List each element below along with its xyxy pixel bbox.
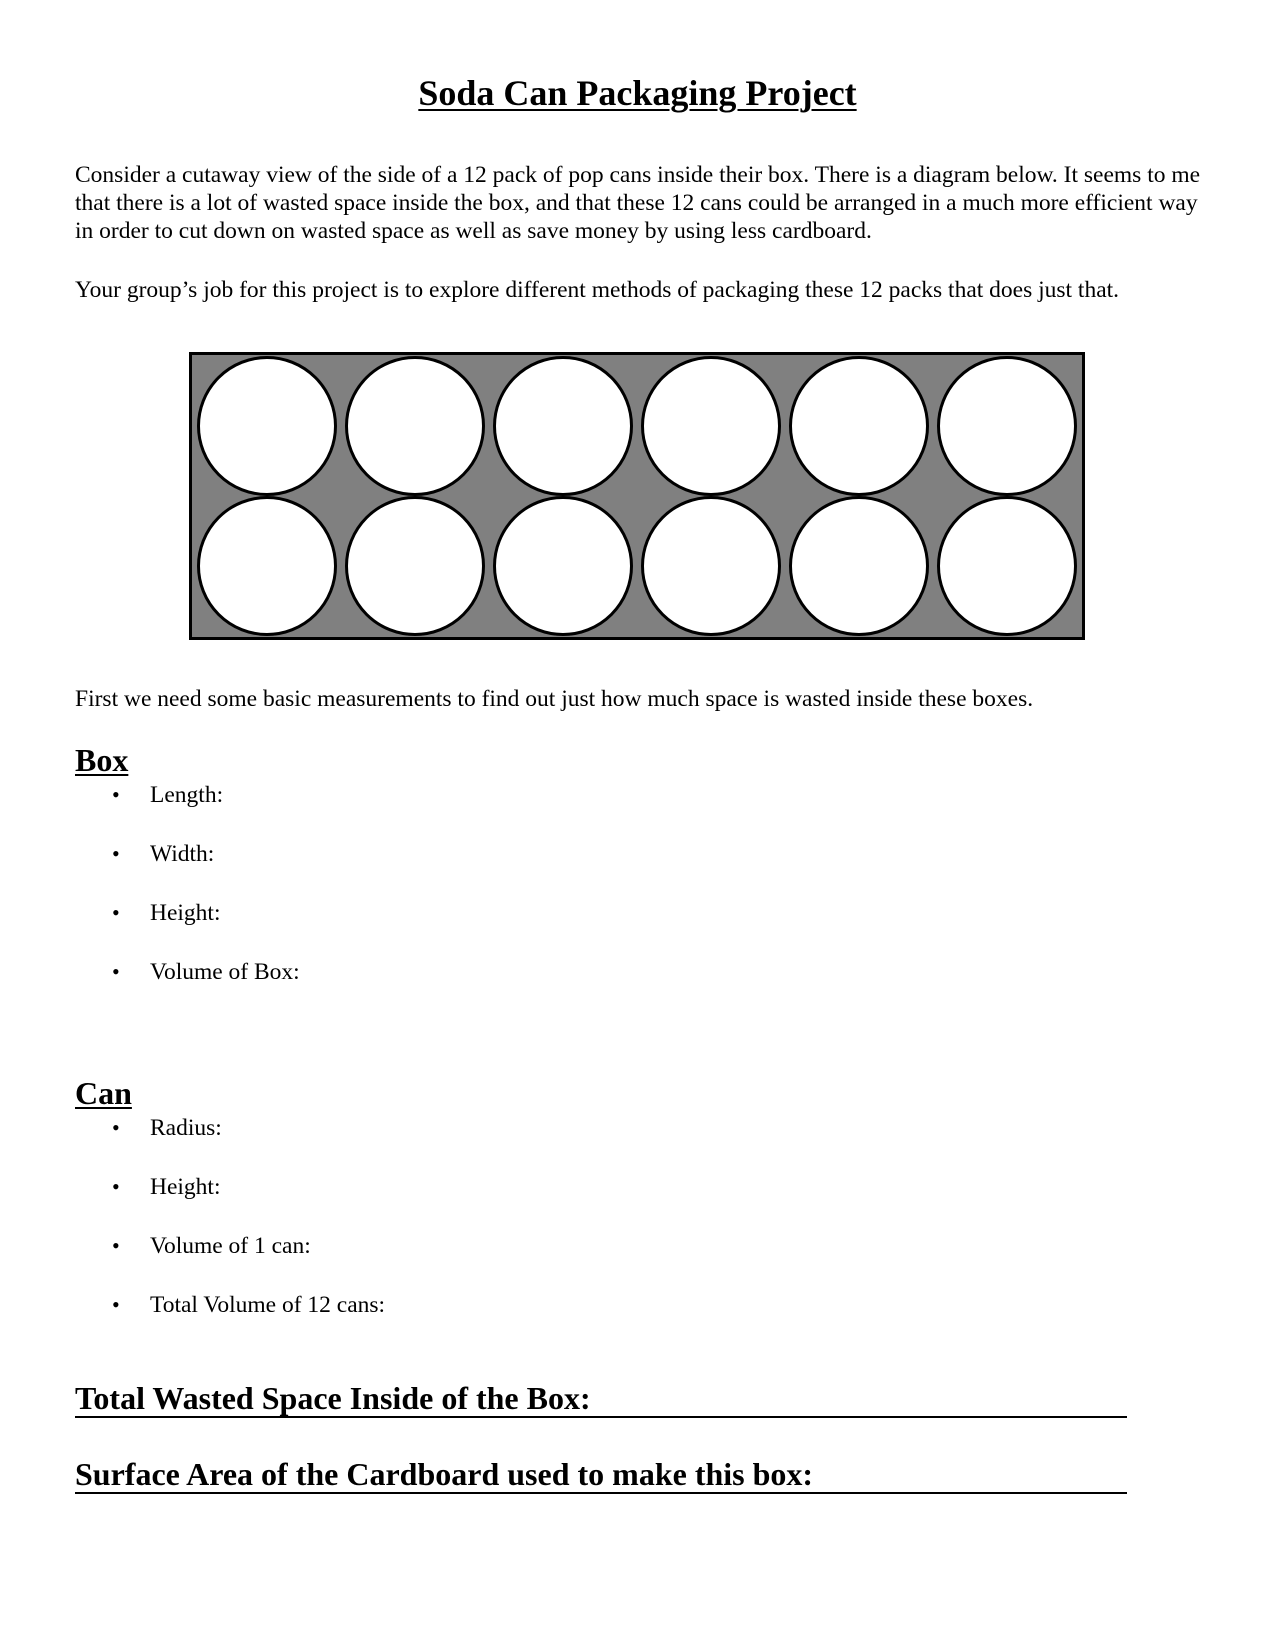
- box-heading: Box: [75, 742, 129, 778]
- can-circle: [495, 498, 632, 635]
- list-item: • Height:: [112, 900, 221, 926]
- bullet-icon: •: [112, 1233, 120, 1258]
- can-circle: [495, 358, 632, 495]
- bullet-icon: •: [112, 841, 120, 866]
- can-heading: Can: [75, 1075, 132, 1111]
- soda-box-diagram: [189, 352, 1085, 640]
- can-circle: [199, 498, 336, 635]
- bullet-icon: •: [112, 1174, 120, 1199]
- measurement-intro: First we need some basic measurements to find out just how much space is wasted inside these boxes.: [75, 686, 1034, 712]
- surface-area-answer-line[interactable]: [75, 1456, 1127, 1494]
- can-circle: [939, 498, 1076, 635]
- bullet-icon: •: [112, 1115, 120, 1140]
- can-circle: [347, 498, 484, 635]
- bullet-icon: •: [112, 900, 120, 925]
- bullet-icon: •: [112, 959, 120, 984]
- can-circle: [643, 498, 780, 635]
- list-item: • Width:: [112, 841, 215, 867]
- list-item: • Total Volume of 12 cans:: [112, 1292, 386, 1318]
- can-circle: [347, 358, 484, 495]
- list-item: • Height:: [112, 1174, 221, 1200]
- bullet-icon: •: [112, 782, 120, 807]
- can-circle: [199, 358, 336, 495]
- can-circle: [939, 358, 1076, 495]
- wasted-space-label: Total Wasted Space Inside of the Box:: [75, 1380, 591, 1416]
- can-circle: [643, 358, 780, 495]
- can-circle: [791, 358, 928, 495]
- box-measurement-list: [75, 781, 300, 1017]
- task-paragraph: Your group’s job for this project is to explore different methods of packaging these 12 packs that does just that.: [75, 277, 1120, 303]
- page-title: Soda Can Packaging Project: [418, 73, 857, 113]
- list-item: • Radius:: [112, 1115, 222, 1141]
- surface-area-label: Surface Area of the Cardboard used to make this box:: [75, 1456, 814, 1492]
- intro-paragraph: Consider a cutaway view of the side of a 12 pack of pop cans inside their box. There is a diagram below. It seems to me that there is a lot of wasted space inside the box, and that these 12 cans could be arranged in a much more efficient way in order to cut down on wasted space as well as save money by using less cardboard.: [75, 162, 1201, 244]
- list-item: • Length:: [112, 782, 224, 808]
- list-item: • Volume of Box:: [112, 959, 300, 985]
- wasted-space-answer-line[interactable]: [75, 1380, 1127, 1418]
- list-item: • Volume of 1 can:: [112, 1233, 311, 1259]
- bullet-icon: •: [112, 1292, 120, 1317]
- can-circle: [791, 498, 928, 635]
- can-measurement-list: [75, 1114, 385, 1350]
